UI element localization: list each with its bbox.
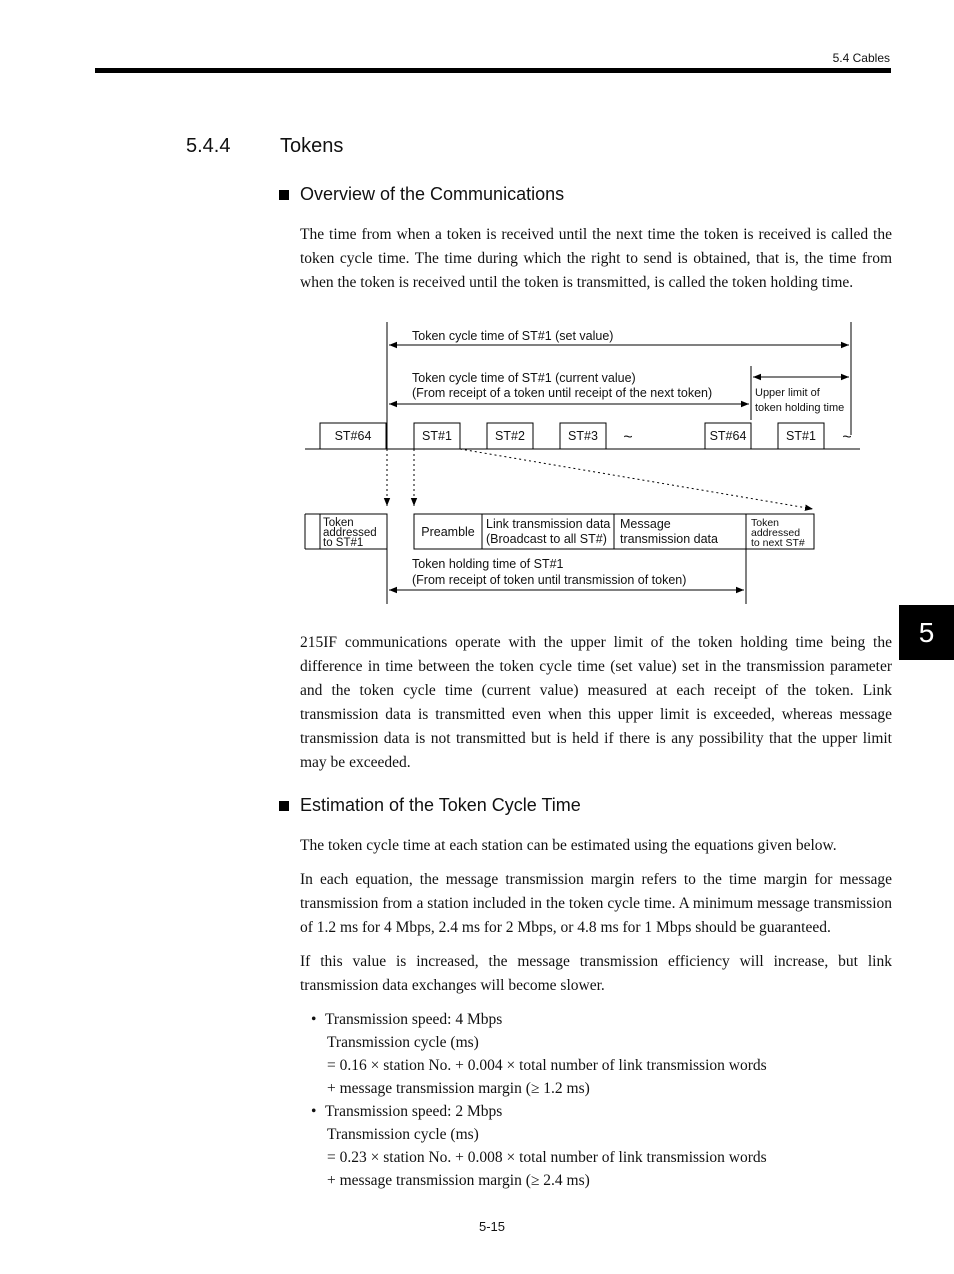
- paragraph-margin: In each equation, the message transmission margin refers to the time margin for message transmission from a station included in the token cycle time. A minimum message transmission of 1.2 ms for 4 Mbps, 2.4 ms for 2 Mbps, or 4.8 ms for 1 Mbps should be guaranteed.: [300, 871, 892, 936]
- holding-time-note: (From receipt of token until transmission of token): [412, 573, 687, 587]
- paragraph-estimate: The token cycle time at each station can be estimated using the equations given below.: [300, 837, 837, 854]
- tilde-mark: ~: [842, 429, 852, 446]
- upper-limit-label-2: token holding time: [755, 402, 845, 414]
- message-data-label: Message: [620, 517, 671, 531]
- cycle-current-note: (From receipt of a token until receipt of the next token): [412, 386, 713, 400]
- section-number: 5.4.4: [186, 135, 231, 157]
- bullet-equation-cont: + message transmission margin (≥ 2.4 ms): [327, 1172, 590, 1189]
- zoom-projection-line: [460, 449, 813, 509]
- subsection-title: Estimation of the Token Cycle Time: [300, 795, 581, 815]
- token-to-st1-label: addressed: [323, 527, 377, 539]
- bullet-item-2mbps: [311, 1100, 767, 1192]
- upper-limit-label: Upper limit of: [755, 387, 820, 399]
- link-data-label: Link transmission data: [486, 517, 611, 531]
- station-label: ST#2: [495, 429, 525, 443]
- message-data-label-2: transmission data: [620, 532, 718, 546]
- bullet-speed: Transmission speed: 2 Mbps: [325, 1103, 503, 1120]
- section-title: Tokens: [280, 135, 344, 157]
- bullet-dot-icon: •: [311, 1103, 317, 1120]
- bullet-equation: = 0.16 × station No. + 0.004 × total number of link transmission words: [327, 1057, 767, 1074]
- token-next-label: addressed: [751, 527, 801, 539]
- bullet-equation: = 0.23 × station No. + 0.008 × total number of link transmission words: [327, 1149, 767, 1166]
- link-data-note: (Broadcast to all ST#): [486, 532, 607, 546]
- token-to-st1-label: Token: [323, 517, 354, 529]
- station-label: ST#1: [786, 429, 816, 443]
- token-to-st1-label: to ST#1: [323, 537, 364, 549]
- token-next-label: Token: [751, 517, 780, 529]
- tilde-mark: ~: [623, 429, 633, 446]
- holding-time-label: Token holding time of ST#1: [412, 557, 564, 571]
- station-label: ST#64: [709, 429, 747, 443]
- paragraph-increase: If this value is increased, the message transmission efficiency will increase, but link transmission data exchanges will become slower.: [300, 953, 892, 994]
- square-bullet-icon: [279, 801, 289, 811]
- bullet-speed: Transmission speed: 4 Mbps: [325, 1011, 503, 1028]
- paragraph-upper-limit: 215IF communications operate with the upper limit of the token holding time being the difference in time between the token cycle time (set value) set in the transmission parameter and the token cycle time (current value) measured at each receipt of the token. Link transmission data is transmitted even when this upper limit is exceeded, whereas message transmission data is not transmitted but is held if there is any possibility that the upper limit may be exceeded.: [300, 634, 892, 771]
- station-label: ST#1: [422, 429, 452, 443]
- preamble-label: Preamble: [421, 525, 475, 539]
- bullet-line: Transmission cycle (ms): [327, 1034, 479, 1051]
- bullet-item-4mbps: [311, 1008, 767, 1100]
- station-label: ST#64: [334, 429, 372, 443]
- bullet-line: Transmission cycle (ms): [327, 1126, 479, 1143]
- bullet-dot-icon: •: [311, 1011, 317, 1028]
- subsection-title: Overview of the Communications: [300, 184, 565, 204]
- subsection-heading-estimation: [279, 795, 581, 816]
- cycle-current-label: Token cycle time of ST#1 (current value): [412, 371, 636, 385]
- cycle-set-label: Token cycle time of ST#1 (set value): [412, 329, 614, 343]
- station-label: ST#3: [568, 429, 598, 443]
- header-section-label: 5.4 Cables: [832, 51, 890, 65]
- bullet-equation-cont: + message transmission margin (≥ 1.2 ms): [327, 1080, 590, 1097]
- paragraph-intro: The time from when a token is received until the next time the token is received is called the token cycle time. The time during which the right to send is obtained, that is, the time from when the token is received until the token is transmitted, is called the token holding time.: [300, 226, 892, 291]
- page-number: 5-15: [478, 1219, 506, 1234]
- chapter-tab: 5: [899, 605, 954, 660]
- token-next-label: to next ST#: [751, 537, 805, 549]
